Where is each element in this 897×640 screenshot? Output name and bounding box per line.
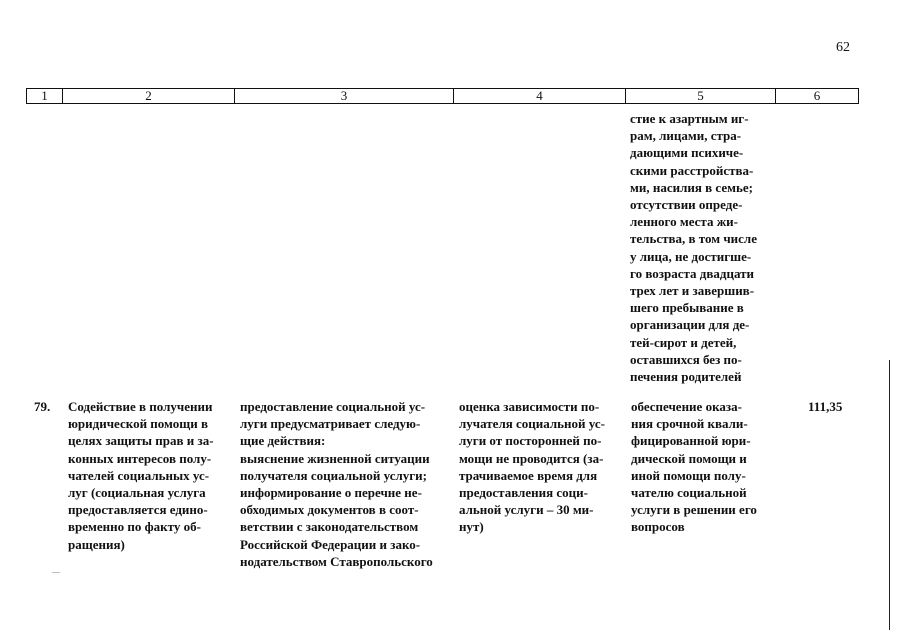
text-line: луги предусматривает следую-: [240, 416, 421, 432]
text-line: Содействие в получении: [68, 399, 213, 414]
page-number: 62: [836, 40, 850, 55]
text-line: скими расстройства-: [630, 162, 754, 178]
text-line: вопросов: [631, 519, 685, 535]
text-line: луги от посторонней по-: [459, 433, 602, 449]
text-line: печения родителей: [630, 369, 742, 385]
text-line: го возраста двадцати: [630, 265, 754, 281]
text-line: рам, лицами, стра-: [630, 128, 742, 144]
text-line: лучателя социальной ус-: [459, 416, 605, 432]
table-header-row: [26, 88, 859, 104]
header-col-5: 5: [626, 89, 776, 103]
text-line: предоставляется едино-: [68, 502, 208, 518]
header-col-1: 1: [27, 89, 63, 103]
text-line: ветствии с законодательством: [240, 519, 419, 535]
text-line: конных интересов полу-: [68, 450, 212, 466]
text-line: нут): [459, 519, 484, 535]
text-line: юридической помощи в: [68, 416, 208, 432]
text-line: получателя социальной услуги;: [240, 467, 427, 483]
text-line: ми, насилия в семье;: [630, 179, 753, 195]
text-line: чателю социальной: [631, 485, 747, 501]
scan-artifact: [52, 572, 60, 573]
text-line: щие действия:: [240, 433, 326, 449]
text-line: трех лет и завершив-: [630, 283, 755, 299]
text-line: тельства, в том числе: [630, 231, 757, 247]
text-line: стие к азартным иг-: [630, 111, 749, 126]
text-line: тей-сирот и детей,: [630, 334, 737, 350]
text-line: нодательством Ставропольского: [240, 553, 433, 569]
text-line: Российской Федерации и зако-: [240, 536, 421, 552]
header-col-6: 6: [813, 88, 821, 103]
text-line: дающими психиче-: [630, 145, 744, 161]
text-line: шего пребывание в: [630, 300, 744, 316]
row-79-service-name: [68, 398, 233, 553]
row-79-number: 79.: [34, 399, 51, 414]
text-line: обходимых документов в соот-: [240, 502, 419, 518]
text-line: луг (социальная услуга: [68, 485, 206, 501]
text-line: услуги в решении его: [631, 502, 757, 518]
text-line: предоставление социальной ус-: [240, 399, 426, 414]
text-line: ния срочной квали-: [631, 416, 748, 432]
text-line: трачиваемое время для: [459, 467, 598, 483]
text-line: организации для де-: [630, 317, 750, 333]
text-line: дической помощи и: [631, 450, 747, 466]
text-line: отсутствии опреде-: [630, 197, 743, 213]
text-line: обеспечение оказа-: [631, 399, 742, 414]
text-line: мощи не проводится (за-: [459, 450, 604, 466]
text-line: оставшихся без по-: [630, 351, 742, 367]
text-line: фицированной юри-: [631, 433, 751, 449]
header-col-4: 4: [454, 89, 626, 103]
text-line: ращения): [68, 536, 125, 552]
continuation-col5: [630, 110, 770, 385]
text-line: информирование о перечне не-: [240, 485, 422, 501]
page-margin-line: [889, 360, 890, 630]
text-line: чателей социальных ус-: [68, 467, 210, 483]
row-79-tariff: 111,35: [808, 399, 843, 414]
text-line: альной услуги – 30 ми-: [459, 502, 594, 518]
text-line: у лица, не достигше-: [630, 248, 752, 264]
row-79-assessment: [459, 398, 624, 536]
text-line: временно по факту об-: [68, 519, 201, 535]
header-col-2: 2: [63, 89, 235, 103]
row-79-result: [631, 398, 771, 536]
text-line: ленного места жи-: [630, 214, 738, 230]
text-line: иной помощи полу-: [631, 467, 746, 483]
text-line: предоставления соци-: [459, 485, 588, 501]
text-line: выяснение жизненной ситуации: [240, 450, 430, 466]
row-79-service-description: [240, 398, 450, 570]
header-col-3: 3: [235, 89, 454, 103]
text-line: целях защиты прав и за-: [68, 433, 214, 449]
text-line: оценка зависимости по-: [459, 399, 600, 414]
